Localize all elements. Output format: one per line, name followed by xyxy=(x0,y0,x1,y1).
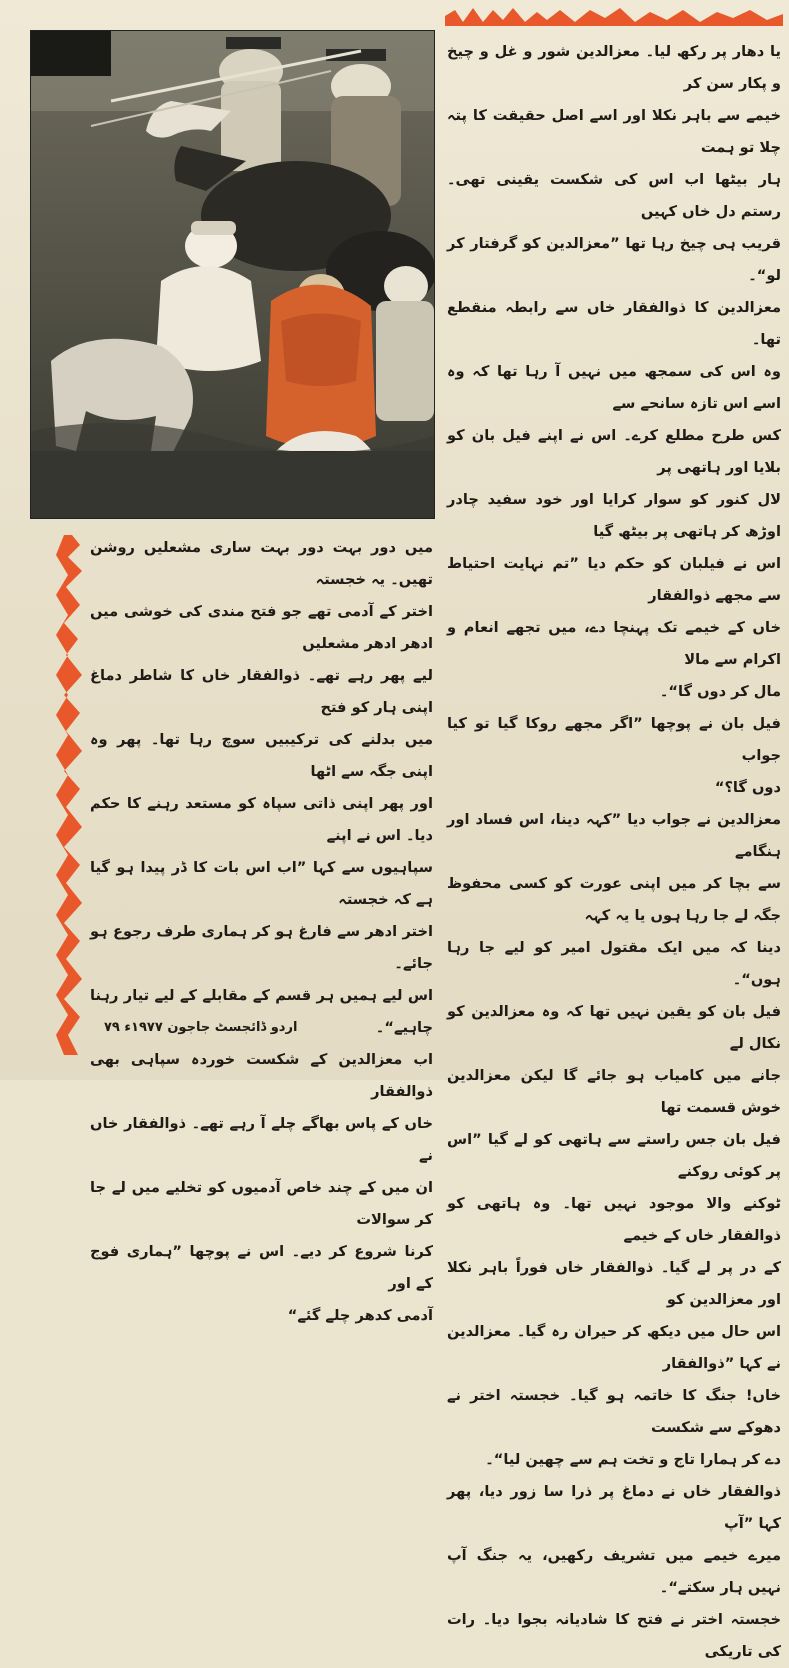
article-paragraph-line: خاں! جنگ کا خاتمہ ہو گیا۔ خجستہ اختر نے دھوکے سے شکست xyxy=(447,1387,781,1436)
article-paragraph-line: کے در پر لے گیا۔ ذوالفقار خاں فوراً باہر نکلا اور معزالدین کو xyxy=(447,1259,781,1308)
article-paragraph-line: میرے خیمے میں تشریف رکھیں، یہ جنگ آپ نہیں ہار سکتے“۔ xyxy=(447,1547,781,1596)
article-paragraph-line: دینا کہ میں ایک مقتول امیر کو لیے جا رہا ہوں“۔ xyxy=(447,939,781,988)
article-paragraph-line: خاں کے پاس بھاگے چلے آ رہے تھے۔ ذوالفقار خاں نے xyxy=(90,1115,433,1164)
article-paragraph-line: ذوالفقار خاں نے دماغ پر ذرا سا زور دیا، پھر کہا ”آپ xyxy=(447,1483,781,1532)
article-paragraph-line: ان میں کے چند خاص آدمیوں کو تخلیے میں لے جا کر سوالات xyxy=(90,1179,433,1228)
article-paragraph-line: خجستہ اختر نے فتح کا شادیانہ بجوا دیا۔ رات کی تاریکی xyxy=(447,1611,781,1660)
article-paragraph-line: اختر کے آدمی تھے جو فتح مندی کی خوشی میں ادھر ادھر مشعلیں xyxy=(90,603,433,652)
article-paragraph-line: مال کر دوں گا“۔ xyxy=(659,683,781,700)
article-paragraph-line: فیل بان نے پوچھا ”اگر مجھے روکا گیا تو کیا جواب xyxy=(447,715,781,764)
article-paragraph-line: معزالدین نے جواب دیا ”کہہ دینا، اس فساد اور ہنگامے xyxy=(447,811,781,860)
page-footer: اردو ڈائجسٹ جاجون ۱۹۷۷ء ۷۹ xyxy=(104,1020,298,1035)
article-paragraph-line: قریب ہی چیخ رہا تھا ”معزالدین کو گرفتار کر لو“۔ xyxy=(447,235,781,284)
article-paragraph-line: دوں گا؟“ xyxy=(714,779,781,796)
article-paragraph-line: جانے میں کامیاب ہو جائے گا لیکن معزالدین خوش قسمت تھا xyxy=(447,1067,781,1116)
article-paragraph-line: اور پھر اپنی ذاتی سپاہ کو مستعد رہنے کا حکم دیا۔ اس نے اپنے xyxy=(90,795,433,844)
article-paragraph-line: اس حال میں دیکھ کر حیران رہ گیا۔ معزالدین نے کہا ”ذوالفقار xyxy=(447,1323,781,1372)
article-paragraph-line: آدمی کدھر چلے گئے“ xyxy=(287,1307,433,1324)
article-paragraph-line: ہار بیٹھا اب اس کی شکست یقینی تھی۔ رستم دل خاں کہیں xyxy=(447,171,781,220)
mughal-miniature-illustration xyxy=(30,30,435,519)
orange-zigzag-divider-icon xyxy=(445,4,783,28)
article-paragraph-line: معزالدین کا ذوالفقار خاں سے رابطہ منقطع تھا۔ xyxy=(447,299,781,348)
article-paragraph-line: کرنا شروع کر دیے۔ اس نے پوچھا ”ہماری فوج کے اور xyxy=(90,1243,433,1292)
article-paragraph-line: لیے پھر رہے تھے۔ ذوالفقار خاں کا شاطر دماغ اپنی ہار کو فتح xyxy=(90,667,433,716)
article-paragraph-line: خیمے سے باہر نکلا اور اسے اصل حقیقت کا پتہ چلا تو ہمت xyxy=(447,107,781,156)
article-paragraph-line: ٹوکنے والا موجود نہیں تھا۔ وہ ہاتھی کو ذوالفقار خاں کے خیمے xyxy=(447,1195,781,1244)
article-paragraph-line: یا دھار پر رکھ لیا۔ معزالدین شور و غل و چیخ و پکار سن کر xyxy=(447,43,781,92)
article-paragraph-line: لال کنور کو سوار کرایا اور خود سفید چادر اوڑھ کر ہاتھی پر بیٹھ گیا xyxy=(447,491,781,540)
article-paragraph-line: خاں کے خیمے تک پہنچا دے، میں تجھے انعام و اکرام سے مالا xyxy=(447,619,781,668)
article-paragraph-line: سپاہیوں سے کہا ”اب اس بات کا ڈر پیدا ہو گیا ہے کہ خجستہ xyxy=(90,859,433,908)
article-left-column xyxy=(90,532,433,1332)
orange-zigzag-vertical-icon xyxy=(54,535,88,1055)
mughal-miniature-battle-painting-icon xyxy=(31,31,434,518)
article-paragraph-line: سے بچا کر میں اپنی عورت کو کسی محفوظ جگہ لے جا رہا ہوں یا یہ کہہ xyxy=(447,875,781,924)
article-paragraph-line: اختر ادھر سے فارغ ہو کر ہماری طرف رجوع ہو جائے۔ xyxy=(90,923,433,972)
article-paragraph-line: کس طرح مطلع کرے۔ اس نے اپنے فیل بان کو بلایا اور ہاتھی پر xyxy=(447,427,781,476)
article-paragraph-line: میں دور بہت دور بہت ساری مشعلیں روشن تھیں۔ یہ خجستہ xyxy=(90,539,433,588)
article-right-column xyxy=(447,36,781,1668)
article-paragraph-line: میں بدلنے کی ترکیبیں سوچ رہا تھا۔ پھر وہ اپنی جگہ سے اٹھا xyxy=(90,731,433,780)
article-paragraph-line: اس لیے ہمیں ہر قسم کے مقابلے کے لیے تیار رہنا چاہیے“۔ xyxy=(90,987,433,1036)
article-paragraph-line: اب معزالدین کے شکست خوردہ سپاہی بھی ذوالفقار xyxy=(90,1051,433,1100)
article-paragraph-line: فیل بان کو یقین نہیں تھا کہ وہ معزالدین کو نکال لے xyxy=(447,1003,781,1052)
article-paragraph-line: فیل بان جس راستے سے ہاتھی کو لے گیا ”اس پر کوئی روکنے xyxy=(447,1131,781,1180)
article-paragraph-line: وہ اس کی سمجھ میں نہیں آ رہا تھا کہ وہ اسے اس تازہ سانحے سے xyxy=(447,363,781,412)
article-paragraph-line: اس نے فیلبان کو حکم دیا ”تم نہایت احتیاط سے مجھے ذوالفقار xyxy=(447,555,781,604)
article-paragraph-line: دے کر ہمارا تاج و تخت ہم سے چھین لیا“۔ xyxy=(485,1451,781,1468)
